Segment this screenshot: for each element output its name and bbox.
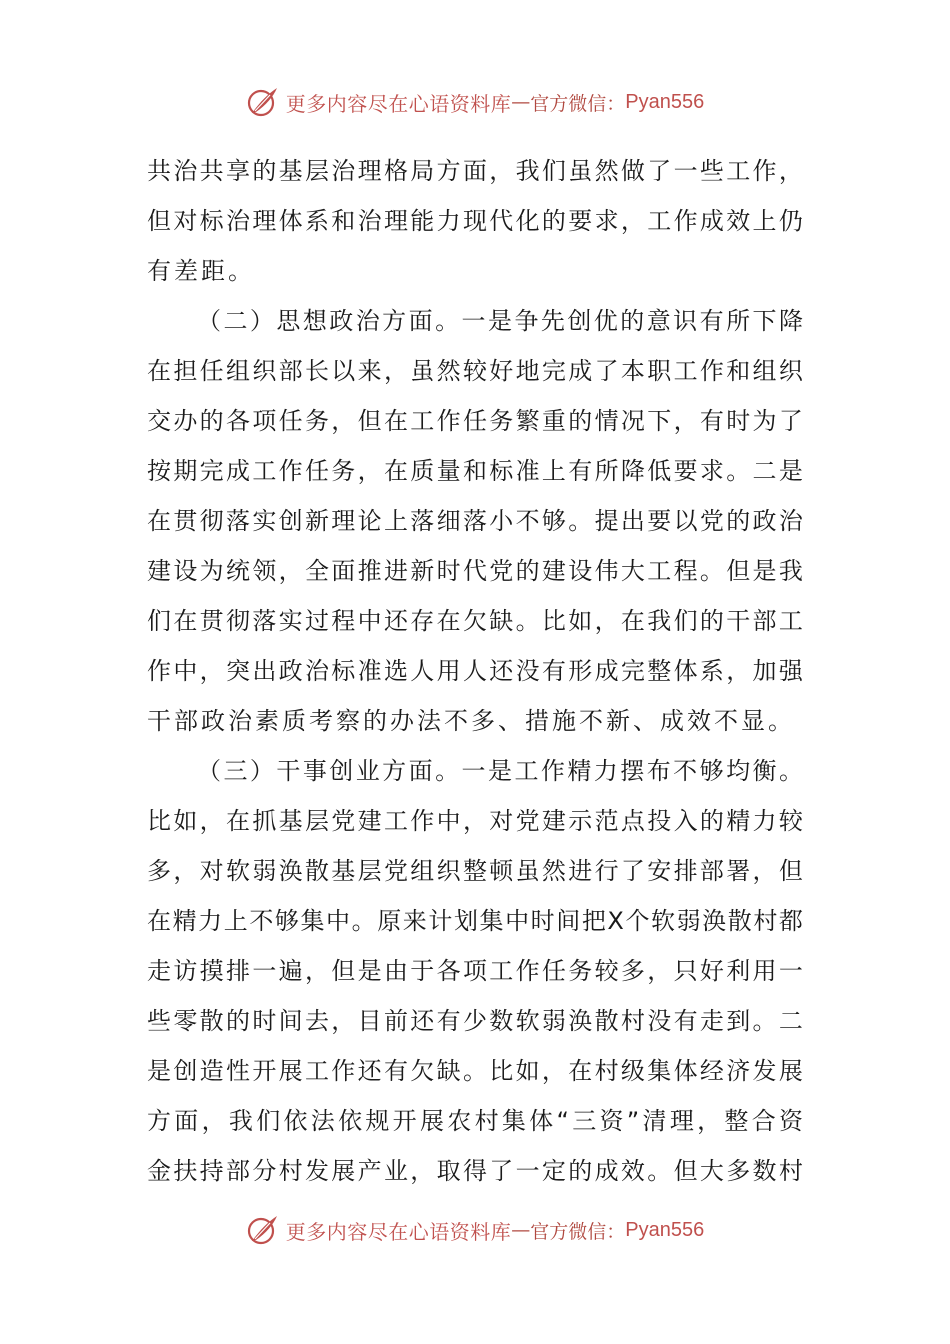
watermark-wechat-id: Pyan556 bbox=[625, 90, 705, 113]
quill-logo-icon bbox=[246, 1213, 280, 1247]
watermark-label: 官方微信： bbox=[530, 1220, 626, 1243]
text-line: 共 治 共 享 的 基 层 治 理 格 局 方 面 ， 我 们 虽 然 做 了 一 些 工 作 ， bbox=[147, 157, 803, 185]
text-line: （ 二 ） 思 想 政 治 方 面 。 一 是 争 先 创 优 的 意 识 有 所 下 降 bbox=[197, 307, 803, 335]
document-body bbox=[147, 146, 803, 1196]
text-line: （ 三 ） 干 事 创 业 方 面 。 一 是 工 作 精 力 摆 布 不 够 均 衡 。 bbox=[197, 757, 803, 785]
text-line: 走 访 摸 排 一 遍 ， 但 是 由 于 各 项 工 作 任 务 较 多 ， 只 好 利 用 一 bbox=[147, 957, 803, 985]
text-line: 在 贯 彻 落 实 创 新 理 论 上 落 细 落 小 不 够 。 提 出 要 以 党 的 政 治 bbox=[147, 507, 803, 535]
text-line: 作 中 ， 突 出 政 治 标 准 选 人 用 人 还 没 有 形 成 完 整 体 系 ， 加 强 bbox=[147, 657, 803, 685]
quill-logo-icon bbox=[246, 85, 280, 119]
watermark-dash: — bbox=[511, 91, 531, 113]
watermark-dash: — bbox=[511, 1219, 531, 1241]
text-line: 们 在 贯 彻 落 实 过 程 中 还 存 在 欠 缺 。 比 如 ， 在 我 们 的 干 部 工 bbox=[147, 607, 803, 635]
text-line: 交 办 的 各 项 任 务 ， 但 在 工 作 任 务 繁 重 的 情 况 下 ， 有 时 为 了 bbox=[147, 407, 803, 435]
watermark-text: 更多内容尽在心语资料库 bbox=[285, 91, 512, 116]
watermark-text: 更多内容尽在心语资料库 bbox=[285, 1219, 512, 1244]
text-line: 在 担 任 组 织 部 长 以 来 ， 虽 然 较 好 地 完 成 了 本 职 工 作 和 组 织 bbox=[147, 357, 803, 385]
text-line: 建 设 为 统 领 ， 全 面 推 进 新 时 代 党 的 建 设 伟 大 工 程 。 但 是 我 bbox=[147, 557, 803, 585]
text-line: 但 对 标 治 理 体 系 和 治 理 能 力 现 代 化 的 要 求 ， 工 作 成 效 上 仍 bbox=[147, 207, 803, 235]
text-line: 有差距。 bbox=[147, 257, 255, 285]
text-line: 多 ， 对 软 弱 涣 散 基 层 党 组 织 整 顿 虽 然 进 行 了 安 排 部 署 ， 但 bbox=[147, 857, 803, 885]
watermark-wechat-id: Pyan556 bbox=[625, 1218, 705, 1241]
text-line: 些 零 散 的 时 间 去 ， 目 前 还 有 少 数 软 弱 涣 散 村 没 有 走 到 。 二 bbox=[147, 1007, 803, 1035]
text-line: 按 期 完 成 工 作 任 务 ， 在 质 量 和 标 准 上 有 所 降 低 要 求 。 二 是 bbox=[147, 457, 803, 485]
text-line: 方 面 ， 我 们 依 法 依 规 开 展 农 村 集 体 “ 三 资 ” 清 理 ， 整 合 资 bbox=[147, 1107, 803, 1135]
text-line: 比 如 ， 在 抓 基 层 党 建 工 作 中 ， 对 党 建 示 范 点 投 入 的 精 力 较 bbox=[147, 807, 803, 835]
text-line: 干部政治素质考察的办法不多、措施不新、成效不显。 bbox=[147, 707, 795, 735]
watermark-header bbox=[0, 82, 950, 122]
watermark-label: 官方微信： bbox=[530, 92, 626, 115]
text-line: 是 创 造 性 开 展 工 作 还 有 欠 缺 。 比 如 ， 在 村 级 集 体 经 济 发 展 bbox=[147, 1057, 803, 1085]
text-line: 在 精 力 上 不 够 集 中 。 原 来 计 划 集 中 时 间 把 X 个 软 弱 涣 散 村 都 bbox=[147, 907, 803, 935]
watermark-footer bbox=[0, 1210, 950, 1250]
text-line: 金 扶 持 部 分 村 发 展 产 业 ， 取 得 了 一 定 的 成 效 。 但 大 多 数 村 bbox=[147, 1157, 803, 1185]
